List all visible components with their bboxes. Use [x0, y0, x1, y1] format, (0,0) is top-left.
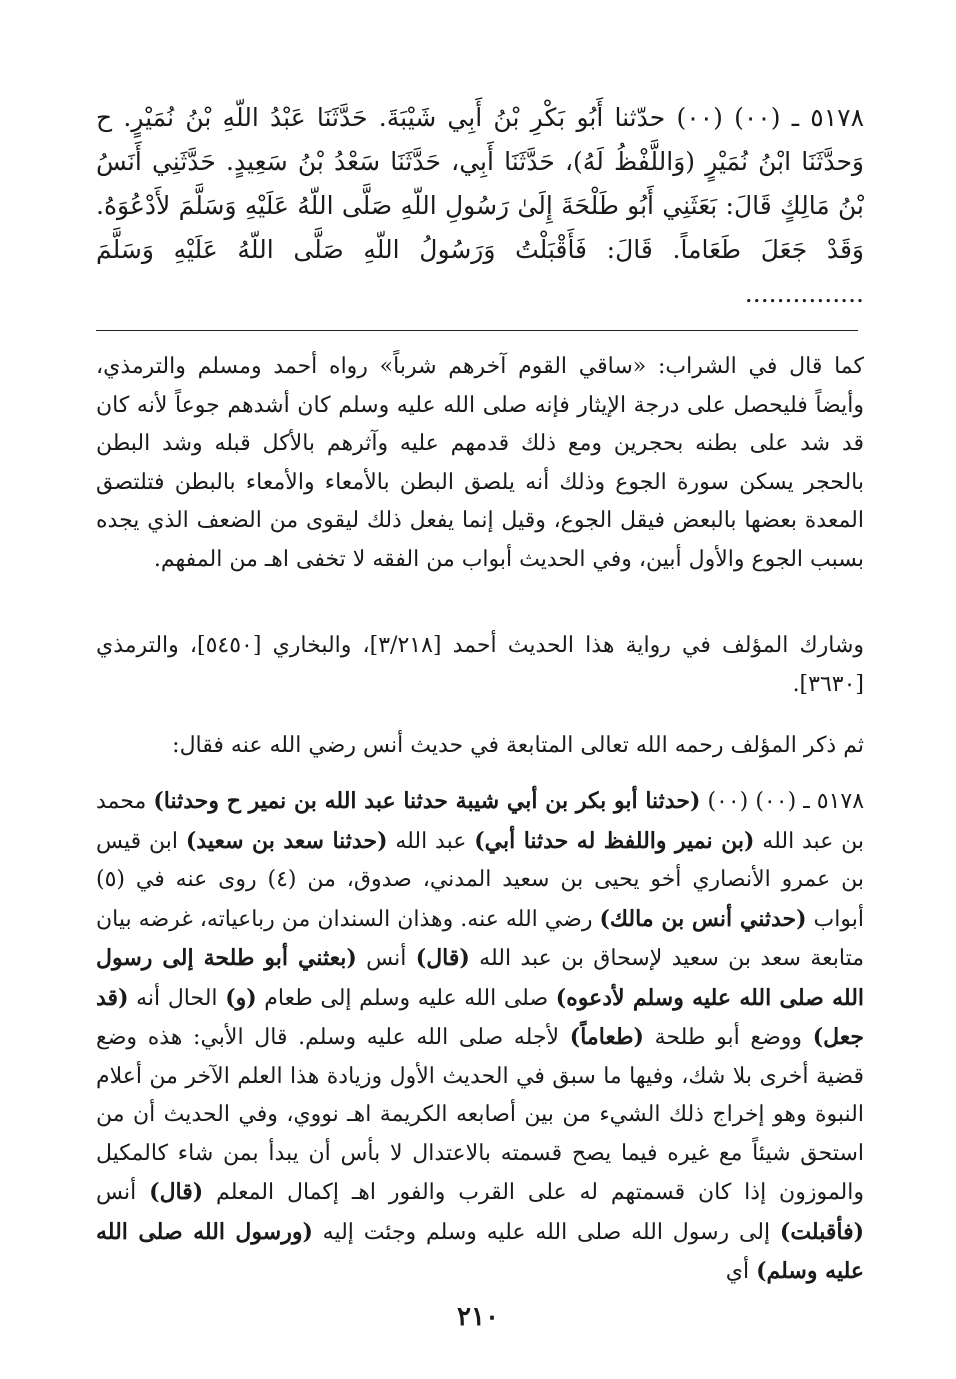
plain-text: أنس — [366, 946, 407, 971]
plain-text: أي — [725, 1259, 750, 1284]
commentary-text: كما قال في الشراب: «ساقي القوم آخرهم شرباً» رواه أحمد ومسلم والترمذي، وأيضاً فليحصل على درجة الإيثار فإنه صلى الله عليه وسلم كان أشدهم جوعاً لأنه كان قد شد على بطنه بحجرين ومع ذلك قدمهم عليه وآثرهم بالأكل قبله وشد البطن بالحجر يسكن سورة الجوع وذلك أنه يلصق البطن بالأمعاء والأمعاء بالبطن فتلتصق المعدة بعضها بالبعض فيقل الجوع، وقيل إنما يفعل ذلك ليقوى من الضعف الذي يجده بسبب الجوع والأول أبين، وفي الحديث أبواب من الفقه لا تخفى اهـ من المفهم. — [96, 354, 864, 572]
plain-text: محمد بن عبد الله — [96, 789, 865, 854]
bold-quote: (قال) — [415, 945, 470, 971]
plain-text: أنس — [96, 1180, 137, 1205]
bold-quote: (بن نمير واللفظ له حدثنا أبي) — [474, 827, 755, 854]
bold-quote: (ورسول الله صلى الله عليه وسلم) — [96, 1218, 864, 1284]
plain-text: ٥١٧٨ ـ (٠٠) (٠٠) — [707, 789, 865, 814]
commentary-text — [96, 782, 864, 1292]
plain-text: لأجله صلى الله عليه وسلم. قال الأبي: هذه وضع قضية أخرى بلا شك، وفيها ما سبق في الحديث الأول وزيادة هذا العلم الآخر من أعلام النبوة وهو إخراج ذلك الشيء من بين أصابعه الكريمة اهـ نووي، وفي الحديث أن من استحق شيئاً مع غيره فيما يصح قسمته بالاعتدال لا بأس أن يبدأ بمن شاء كالمكيل والموزون إذا كان قسمتهم له على القرب والفور اهـ إكمال المعلم — [96, 1025, 864, 1205]
bold-quote: (بعثني أبو طلحة إلى رسول الله صلى الله عليه وسلم لأدعوه) — [96, 945, 865, 1011]
commentary-paragraph-3 — [96, 727, 864, 766]
plain-text: الحال أنه — [136, 985, 218, 1011]
bold-quote: (حدثنا أبو بكر بن أبي شيبة حدثنا عبد الله بن نمير ح وحدثنا) — [153, 788, 701, 814]
plain-text: عبد الله — [395, 828, 467, 854]
commentary-text: ثم ذكر المؤلف رحمه الله تعالى المتابعة في حديث أنس رضي الله عنه فقال: — [172, 733, 864, 758]
bold-quote: (حدثني أنس بن مالك) — [599, 905, 807, 932]
bold-quote: (قد جعل) — [96, 984, 864, 1050]
bold-quote: (فأقبلت) — [779, 1218, 865, 1245]
bold-quote: (طعاماً) — [569, 1024, 644, 1050]
bold-quote: (حدثنا سعد بن سعيد) — [185, 827, 388, 854]
plain-text: ابن قيس بن عمرو الأنصاري أخو يحيى بن سعيد المدني، صدوق، من (٤) روى عنه في (٥) أبواب — [96, 828, 864, 932]
commentary-text: وشارك المؤلف في رواية هذا الحديث أحمد [٣/٢١٨]، والبخاري [٥٤٥٠]، والترمذي [٣٦٣٠]. — [96, 633, 864, 697]
bold-quote: (قال) — [149, 1179, 204, 1205]
plain-text: ووضع أبو طلحة — [654, 1025, 803, 1050]
commentary-paragraph-4 — [96, 782, 864, 1292]
hadith-text-block — [96, 96, 864, 316]
hadith-paragraph: ٥١٧٨ ـ (٠٠) (٠٠) حدّثنا أَبُو بَكْرِ بْنُ أَبِي شَيْبَةَ. حَدَّثَنَا عَبْدُ اللّهِ بْنُ نُمَيْرٍ. ح وَحدَّثَنَا ابْنُ نُمَيْرٍ (وَاللَّفْظُ لَهُ)، حَدَّثَنَا أَبِي، حَدَّثَنَا سَعْدُ بْنُ سَعِيدٍ. حَدَّثَنِي أَنَسُ بْنُ مَالِكٍ قَالَ: بَعَثَنِي أَبُو طَلْحَةَ إِلَىٰ رَسُولِ اللّهِ صَلَّى اللّهُ عَلَيْهِ وَسَلَّمَ لأَدْعُوَهُ. وَقَدْ جَعَلَ طَعَاماً. قَالَ: فَأَقْبَلْتُ وَرَسُولُ اللّهِ صَلَّى اللّهُ عَلَيْهِ وَسَلَّمَ ............... — [96, 103, 864, 308]
footnote-separator — [96, 330, 858, 331]
plain-text: رضي الله عنه. وهذان السندان من رباعياته، غرضه بيان متابعة سعد بن سعيد لإسحاق بن عبد الله — [96, 906, 864, 971]
bold-quote: (و) — [225, 984, 257, 1011]
plain-text: إلى رسول الله صلى الله عليه وسلم وجئت إليه — [322, 1219, 771, 1245]
page-number: ٢١٠ — [457, 1302, 499, 1332]
commentary-paragraph-1 — [96, 348, 864, 579]
commentary-paragraph-2 — [96, 627, 864, 704]
plain-text: صلى الله عليه وسلم إلى طعام — [264, 985, 549, 1011]
